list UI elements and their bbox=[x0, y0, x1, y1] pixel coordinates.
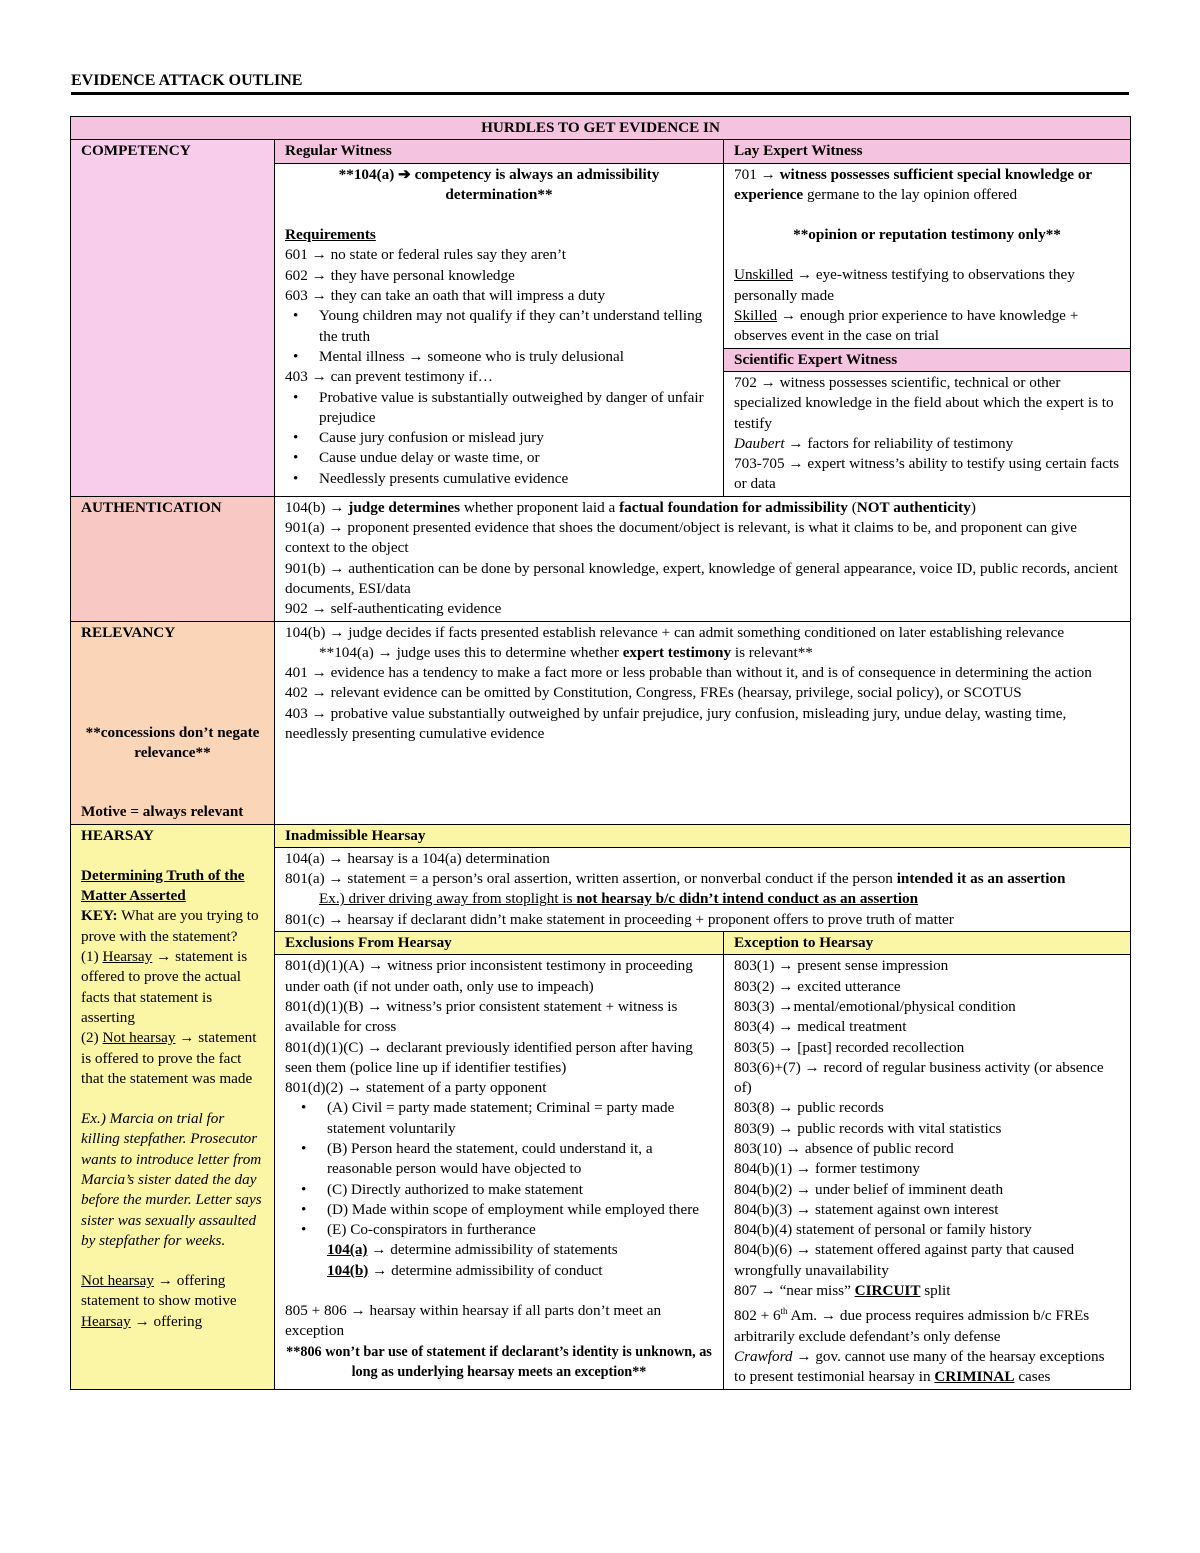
determining-title: Determining Truth of the Matter Asserted bbox=[81, 866, 245, 905]
rule-701: 701 → witness possesses sufficient special knowledge or experience germane to the lay opinion offered bbox=[734, 165, 1092, 203]
rule-403-list bbox=[285, 388, 713, 489]
table-header-row bbox=[71, 117, 1131, 140]
auth-901b: 901(b) → authentication can be done by personal knowledge, expert, knowledge of general appearance, voice ID, public records, ancient documents, ESI/data bbox=[285, 559, 1118, 597]
crawford-line: Crawford → gov. cannot use many of the hearsay exceptions to present testimonial hearsay in CRIMINAL cases bbox=[734, 1348, 1105, 1386]
exception-item: 803(3) →mental/emotional/physical condition bbox=[734, 997, 1016, 1015]
daubert-line: Daubert → factors for reliability of testimony bbox=[734, 434, 1014, 452]
exception-item: 804(b)(2) → under belief of imminent death bbox=[734, 1180, 1004, 1198]
exception-807: 807 → “near miss” CIRCUIT split bbox=[734, 1282, 951, 1300]
hearsay-label: HEARSAY bbox=[81, 826, 154, 844]
list-item: • (B) Person heard the statement, could understand it, a reasonable person would have objected to bbox=[327, 1139, 713, 1180]
regular-witness-cell bbox=[275, 163, 724, 496]
exception-item: 803(1) → present sense impression bbox=[734, 957, 949, 975]
excl-104b: 104(b) → determine admissibility of conduct bbox=[327, 1261, 603, 1279]
excl-801d1c: 801(d)(1)(C) → declarant previously identified person after having seen them (police line up if identifier testifies) bbox=[285, 1038, 693, 1076]
exclusions-header: Exclusions From Hearsay bbox=[275, 932, 724, 955]
hearsay-def: (1) Hearsay → statement is offered to prove the actual facts that statement is asserting bbox=[81, 948, 248, 1026]
competency-subheader-row bbox=[71, 140, 1131, 163]
exception-item: 803(10) → absence of public record bbox=[734, 1139, 954, 1157]
list-item: • Probative value is substantially outweighed by danger of unfair prejudice bbox=[319, 388, 713, 429]
competency-label: COMPETENCY bbox=[71, 140, 275, 496]
excl-104a: 104(a) → determine admissibility of statements bbox=[327, 1241, 618, 1259]
relevancy-row bbox=[71, 621, 1131, 824]
hearsay-label-cell bbox=[71, 824, 275, 1389]
lay-expert-header: Lay Expert Witness bbox=[724, 140, 1131, 163]
exception-item: 804(b)(6) → statement offered against party that caused wrongfully unavailability bbox=[734, 1241, 1075, 1279]
rel-401: 401 → evidence has a tendency to make a fact more or less probable than without it, and is of consequence in determining the action bbox=[285, 664, 1092, 682]
rule-703-705: 703-705 → expert witness’s ability to testify using certain facts or data bbox=[734, 455, 1120, 493]
key-line: KEY: What are you trying to prove with the statement? bbox=[81, 907, 259, 945]
list-item: • (C) Directly authorized to make statement bbox=[327, 1180, 713, 1200]
not-hearsay-def: (2) Not hearsay → statement is offered to prove the fact that the statement was made bbox=[81, 1029, 257, 1087]
authentication-row bbox=[71, 496, 1131, 621]
concessions-note: **concessions don’t negate relevance** bbox=[85, 723, 260, 762]
excl-801d1b: 801(d)(1)(B) → witness’s prior consistent statement + witness is available for cross bbox=[285, 997, 678, 1036]
relevancy-label: RELEVANCY bbox=[81, 623, 176, 641]
regular-witness-header: Regular Witness bbox=[275, 140, 724, 163]
list-item: • Needlessly presents cumulative evidence bbox=[319, 469, 713, 489]
exception-item: 803(2) → excited utterance bbox=[734, 977, 901, 995]
lay-expert-note: **opinion or reputation testimony only** bbox=[793, 226, 1061, 244]
list-item: • Cause undue delay or waste time, or bbox=[319, 448, 713, 468]
exception-item: 804(b)(1) → former testimony bbox=[734, 1160, 921, 1178]
exceptions-cell bbox=[724, 955, 1131, 1389]
exception-item: 803(6)+(7) → record of regular business activity (or absence of) bbox=[734, 1058, 1104, 1097]
excl-801d1a: 801(d)(1)(A) → witness prior inconsistent testimony in proceeding under oath (if not under oath, only use to impeach) bbox=[285, 957, 693, 995]
rule-602: 602 → they have personal knowledge bbox=[285, 266, 515, 284]
not-hearsay-motive: Not hearsay → offering statement to show motive bbox=[81, 1272, 237, 1310]
auth-901a: 901(a) → proponent presented evidence that shoes the document/object is relevant, is what it claims to be, and proponent can give context to the object bbox=[285, 519, 1078, 557]
relevancy-cell bbox=[275, 621, 1131, 824]
title-rule bbox=[71, 92, 1129, 95]
rule-603: 603 → they can take an oath that will impress a duty bbox=[285, 287, 606, 305]
rule-702: 702 → witness possesses scientific, technical or other specialized knowledge in the field about which the expert is to testify bbox=[734, 373, 1114, 432]
hearsay-subheader-row bbox=[71, 824, 1131, 847]
skilled-line: Skilled → enough prior experience to have knowledge + observes event in the case on trial bbox=[734, 307, 1079, 345]
authentication-cell bbox=[275, 496, 1131, 621]
party-opponent-list bbox=[285, 1098, 713, 1240]
exception-item: 803(5) → [past] recorded recollection bbox=[734, 1038, 965, 1056]
outline-table bbox=[70, 116, 1131, 1390]
exception-item: 804(b)(3) → statement against own interest bbox=[734, 1200, 999, 1218]
exceptions-header: Exception to Hearsay bbox=[724, 932, 1131, 955]
hearsay-offering: Hearsay → offering bbox=[81, 1312, 203, 1330]
exception-item: 804(b)(4) statement of personal or family history bbox=[734, 1221, 1032, 1239]
list-item: • (D) Made within scope of employment while employed there bbox=[327, 1200, 713, 1220]
list-item: • Young children may not qualify if they can’t understand telling the truth bbox=[319, 306, 713, 347]
marcia-example: Ex.) Marcia on trial for killing stepfather. Prosecutor wants to introduce letter from Marcia’s sister dated the day before the murder. Letter says sister was sexually assaulted by stepfather for weeks. bbox=[81, 1110, 262, 1249]
exception-item: 803(9) → public records with vital statistics bbox=[734, 1119, 1002, 1137]
exclusions-cell bbox=[275, 955, 724, 1389]
scientific-expert-cell bbox=[724, 371, 1131, 496]
scientific-expert-header: Scientific Expert Witness bbox=[724, 348, 1131, 371]
rule-403: 403 → can prevent testimony if… bbox=[285, 368, 493, 386]
inad-104a: 104(a) → hearsay is a 104(a) determination bbox=[285, 849, 550, 867]
rel-104a: **104(a) → judge uses this to determine whether expert testimony is relevant** bbox=[319, 643, 813, 661]
list-item: • (E) Co-conspirators in furtherance bbox=[327, 1220, 713, 1240]
rel-402: 402 → relevant evidence can be omitted by Constitution, Congress, FREs (hearsay, privilege, social policy), or SCOTUS bbox=[285, 684, 1022, 702]
inad-801a: 801(a) → statement = a person’s oral assertion, written assertion, or nonverbal conduct if the person intended it as an assertion bbox=[285, 870, 1066, 888]
rel-104b: 104(b) → judge decides if facts presented establish relevance + can admit something conditioned on later establishing relevance bbox=[285, 623, 1065, 641]
excl-801d2: 801(d)(2) → statement of a party opponent bbox=[285, 1079, 547, 1097]
exception-item: 803(8) → public records bbox=[734, 1099, 884, 1117]
inadmissible-header: Inadmissible Hearsay bbox=[275, 824, 1131, 847]
list-item: • Mental illness → someone who is truly delusional bbox=[319, 347, 713, 367]
auth-104b: 104(b) → judge determines whether proponent laid a factual foundation for admissibility (NOT authenticity) bbox=[285, 498, 976, 516]
unskilled-line: Unskilled → eye-witness testifying to observations they personally made bbox=[734, 266, 1075, 304]
regular-witness-note: **104(a) ➔ competency is always an admissibility determination** bbox=[338, 165, 660, 203]
inad-example: Ex.) driver driving away from stoplight is not hearsay b/c didn’t intend conduct as an assertion bbox=[319, 890, 919, 908]
inad-801c: 801(c) → hearsay if declarant didn’t make statement in proceeding + proponent offers to prove truth of matter bbox=[285, 910, 954, 928]
table-header: HURDLES TO GET EVIDENCE IN bbox=[71, 117, 1131, 140]
rule-601: 601 → no state or federal rules say they aren’t bbox=[285, 246, 567, 264]
inadmissible-cell bbox=[275, 847, 1131, 931]
exception-802: 802 + 6th Am. → due process requires admission b/c FREs arbitrarily exclude defendant’s only defense bbox=[734, 1306, 1090, 1345]
excl-806-note: **806 won’t bar use of statement if declarant’s identity is unknown, as long as underlying hearsay meets an exception** bbox=[286, 1343, 712, 1380]
excl-805-806: 805 + 806 → hearsay within hearsay if all parts don’t meet an exception bbox=[285, 1302, 662, 1340]
list-item: • Cause jury confusion or mislead jury bbox=[319, 428, 713, 448]
relevancy-label-cell bbox=[71, 621, 275, 824]
exception-item: 803(4) → medical treatment bbox=[734, 1018, 907, 1036]
list-item: • (A) Civil = party made statement; Criminal = party made statement voluntarily bbox=[327, 1098, 713, 1139]
rel-403: 403 → probative value substantially outweighed by unfair prejudice, jury confusion, misleading jury, undue delay, wasting time, needlessly presenting cumulative evidence bbox=[285, 704, 1067, 743]
authentication-label: AUTHENTICATION bbox=[71, 496, 275, 621]
document-title: EVIDENCE ATTACK OUTLINE bbox=[71, 72, 303, 89]
lay-expert-cell bbox=[724, 163, 1131, 348]
rule-603-list bbox=[285, 306, 713, 367]
requirements-title: Requirements bbox=[285, 226, 376, 244]
motive-note: Motive = always relevant bbox=[81, 803, 244, 821]
auth-902: 902 → self-authenticating evidence bbox=[285, 600, 502, 618]
